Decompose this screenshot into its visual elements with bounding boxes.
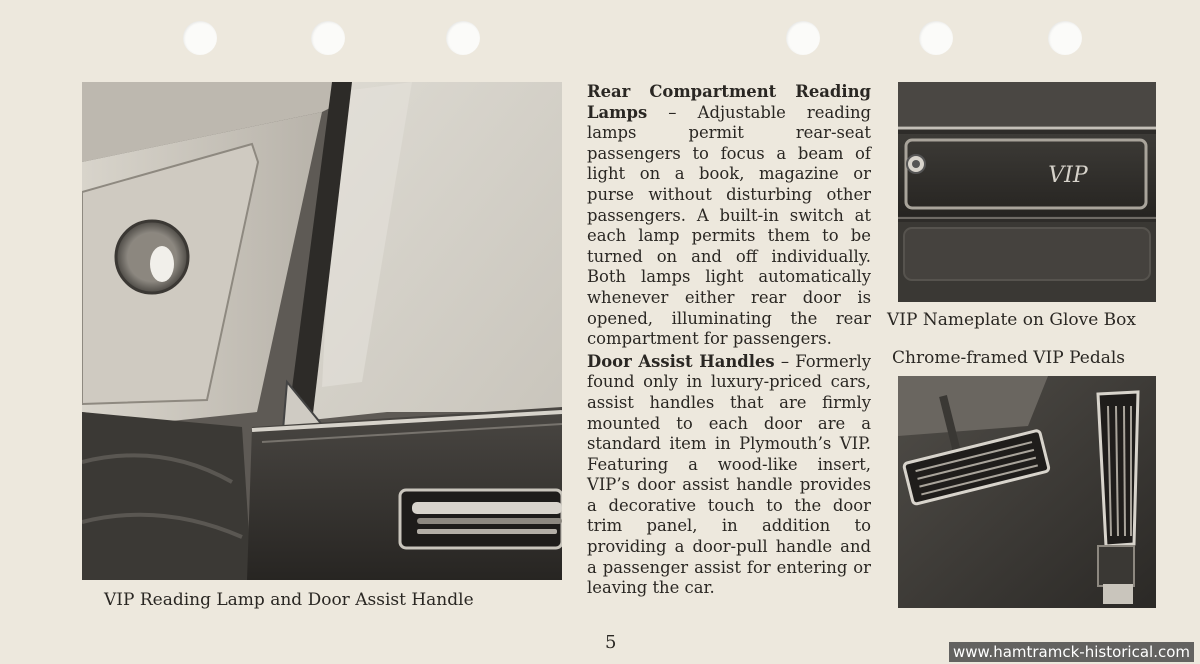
pedals-photo xyxy=(898,376,1156,608)
binder-hole xyxy=(311,21,345,55)
reading-lamps-text: – Adjustable reading lamps permit rear-seat passengers to focus a beam of light on a book, magazine or purse without disturbing other passengers. A built-in switch at each lamp permits them to be turned on and off individually. Both lamps light automatically whenever either rear door is opened, illuminating the rear compartment for passengers. xyxy=(587,102,871,349)
glove-box-photo xyxy=(898,82,1156,302)
binder-hole xyxy=(183,21,217,55)
binder-hole xyxy=(1048,21,1082,55)
binder-hole xyxy=(446,21,480,55)
reading-lamps-heading: Rear Compartment Reading Lamps xyxy=(587,82,871,122)
glove-box-caption: VIP Nameplate on Glove Box xyxy=(887,310,1136,330)
assist-handles-heading: Door Assist Handles xyxy=(587,351,775,371)
binder-hole xyxy=(786,21,820,55)
article-body xyxy=(587,82,871,599)
site-watermark: www.hamtramck-historical.com xyxy=(949,642,1194,662)
assist-handles-text: – Formerly found only in luxury-priced cars, assist handles that are firmly mounted to each door are a standard item in Plymouth’s VIP. Featuring a wood-like insert, VIP’s door assist handle provides a decorative touch to the door trim panel, in addition to providing a door-pull handle and a passenger assist for entering or leaving the car. xyxy=(587,351,871,598)
pedals-caption: Chrome-framed VIP Pedals xyxy=(892,348,1126,368)
page-number: 5 xyxy=(605,632,617,653)
reading-lamps-paragraph xyxy=(587,82,871,350)
reading-lamp-caption: VIP Reading Lamp and Door Assist Handle xyxy=(104,590,474,610)
vip-nameplate-text: VIP xyxy=(1048,163,1088,188)
binder-hole xyxy=(919,21,953,55)
assist-handles-paragraph xyxy=(587,352,871,599)
reading-lamp-photo xyxy=(82,82,562,580)
